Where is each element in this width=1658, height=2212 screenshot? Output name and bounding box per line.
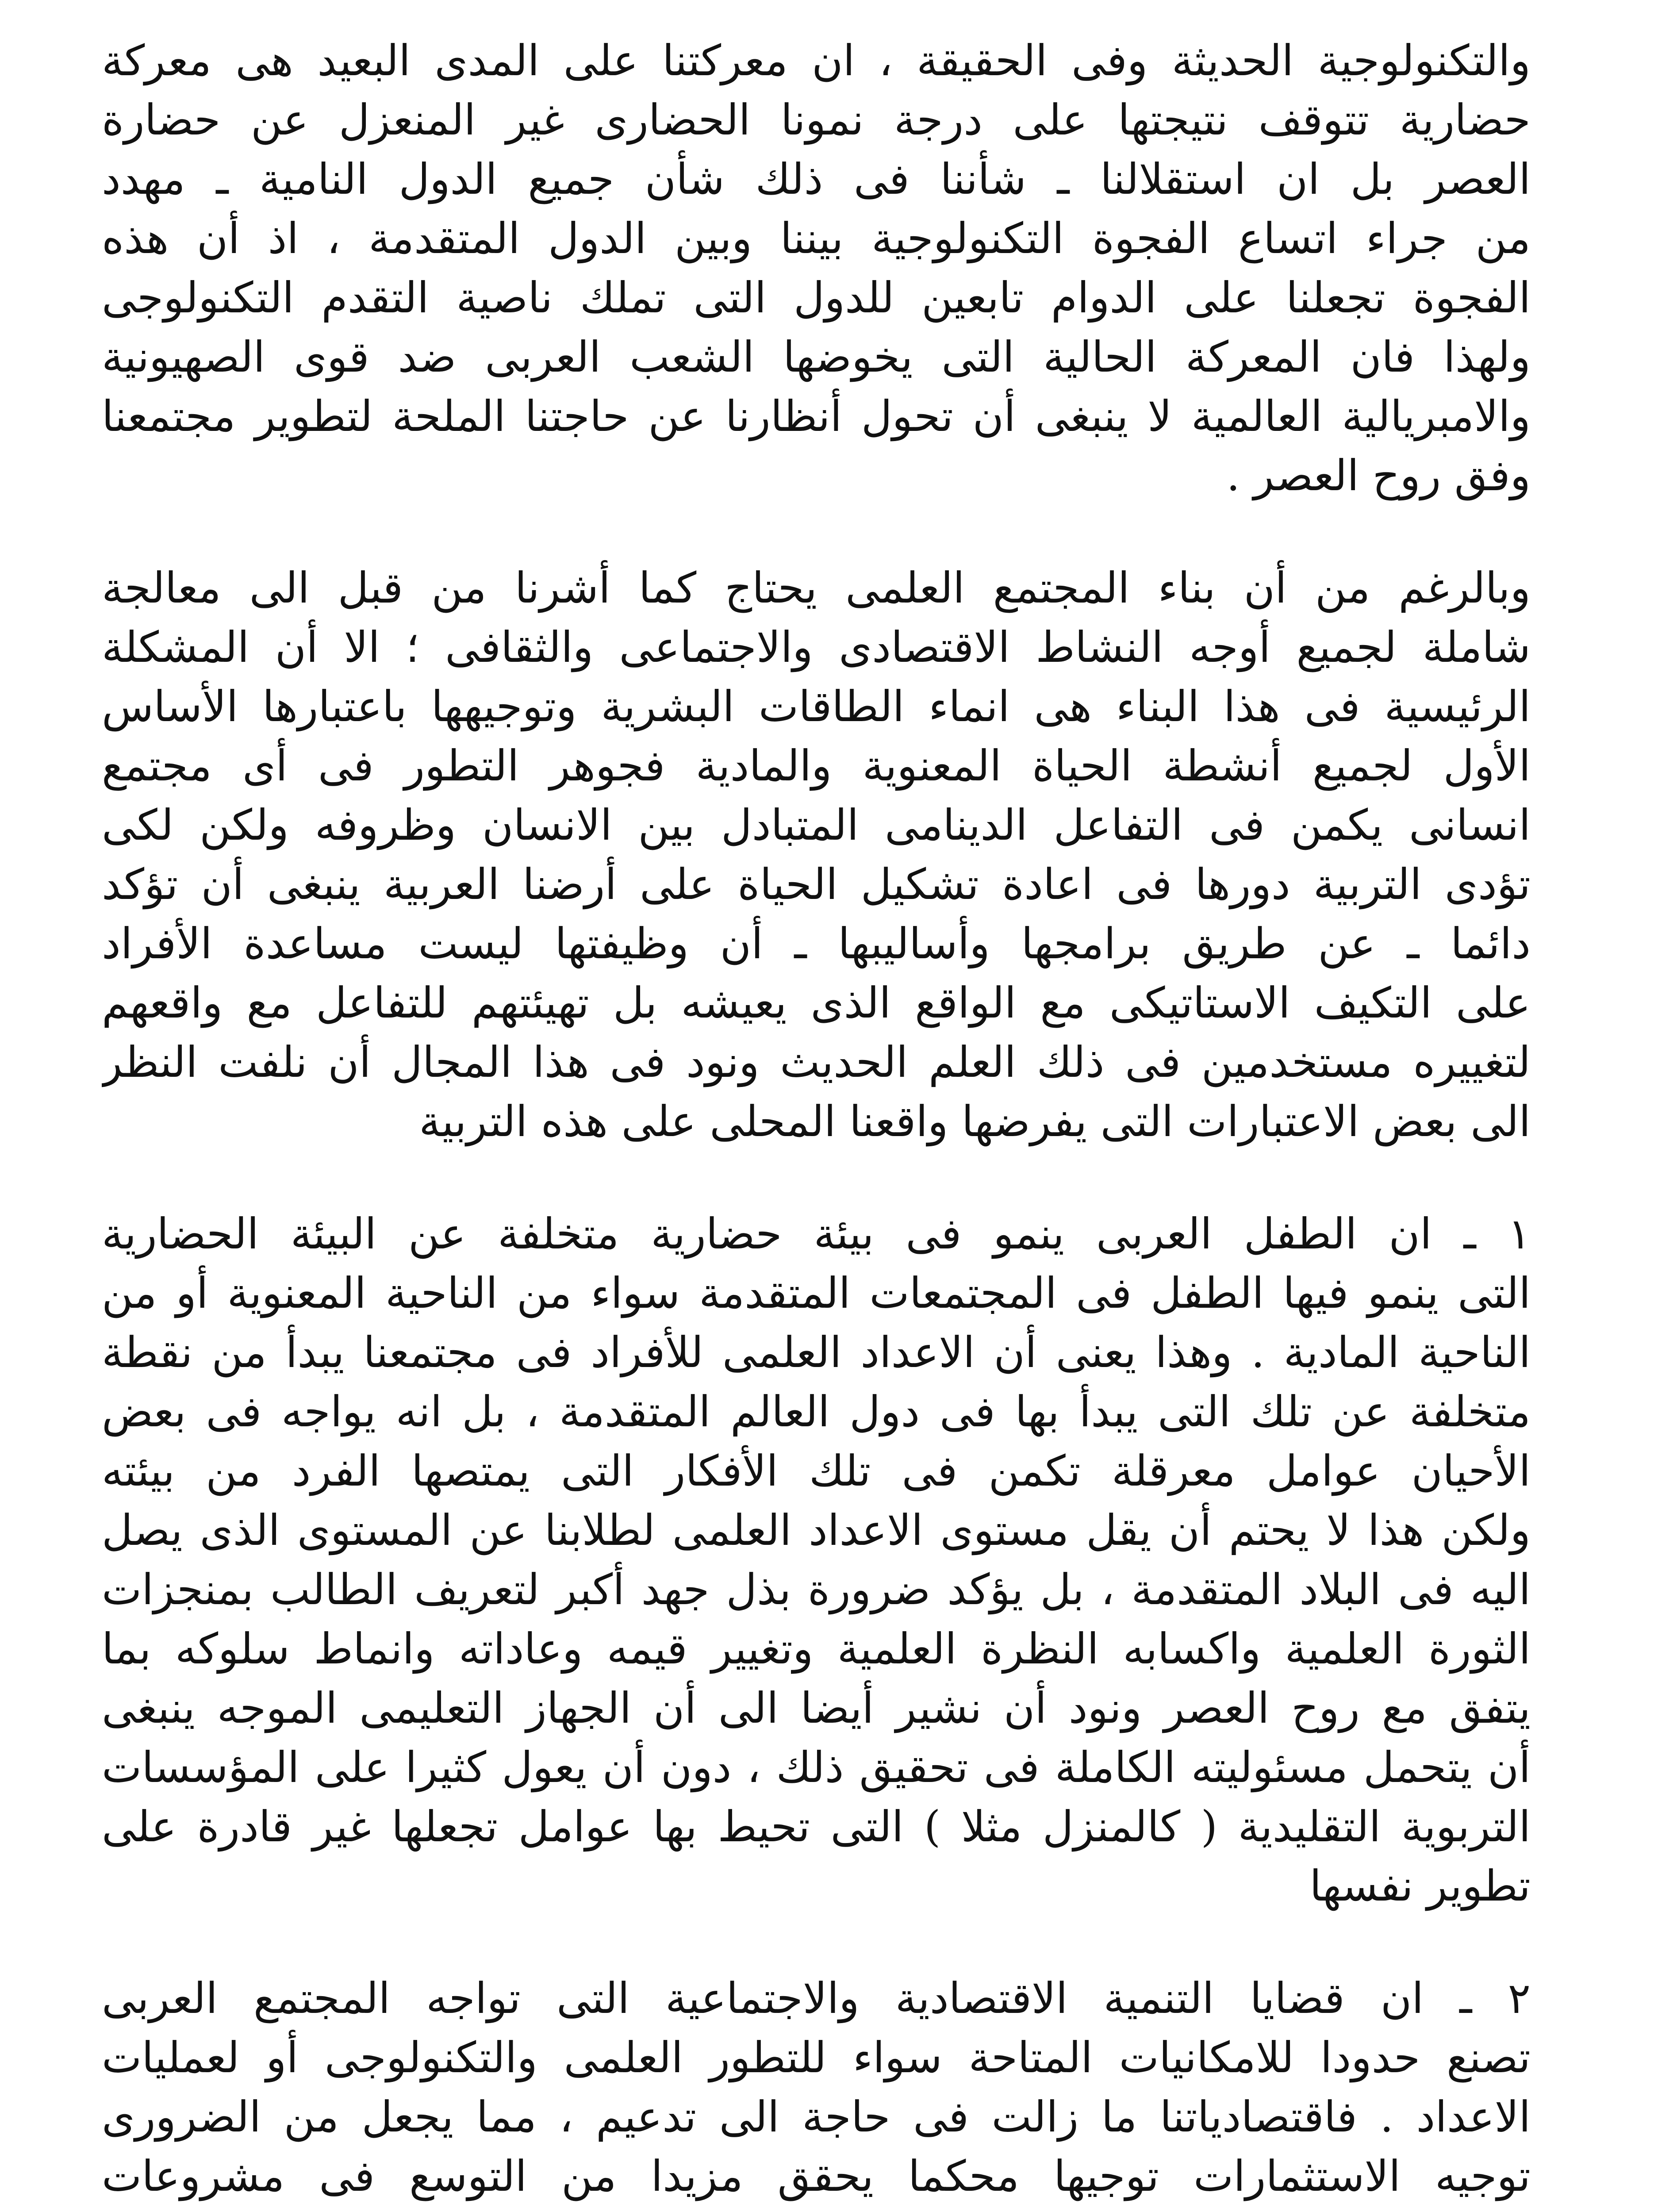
text-line: انسانى يكمن فى التفاعل الدينامى المتبادل بين الانسان وظروفه ولكن لكى: [102, 800, 1531, 850]
paragraph-3: [102, 1204, 1531, 1916]
text-line: من جراء اتساع الفجوة التكنولوجية بيننا وبين الدول المتقدمة ، اذ أن هذه: [102, 214, 1531, 263]
text-line: دائما ـ عن طريق برامجها وأساليبها ـ أن وظيفتها ليست مساعدة الأفراد: [102, 919, 1531, 968]
text-line: وبالرغم من أن بناء المجتمع العلمى يحتاج كما أشرنا من قبل الى معالجة: [102, 563, 1531, 613]
text-line: تطوير نفسها: [1309, 1861, 1531, 1911]
text-line: على التكيف الاستاتيكى مع الواقع الذى يعيشه بل تهيئتهم للتفاعل مع واقعهم: [102, 978, 1531, 1028]
text-line: الرئيسية فى هذا البناء هى انماء الطاقات البشرية وتوجيهها باعتبارها الأساس: [102, 682, 1531, 731]
text-line: يتفق مع روح العصر ونود أن نشير أيضا الى أن الجهاز التعليمى الموجه ينبغى: [102, 1683, 1531, 1733]
document-page: [102, 31, 1531, 2212]
paragraph-4: [102, 1969, 1531, 2206]
text-line: تصنع حدودا للامكانيات المتاحة سواء للتطور العلمى والتكنولوجى أو لعمليات: [102, 2033, 1531, 2082]
text-line: الأحيان عوامل معرقلة تكمن فى تلك الأفكار التى يمتصها الفرد من بيئته: [102, 1446, 1531, 1496]
text-line: شاملة لجميع أوجه النشاط الاقتصادى والاجتماعى والثقافى ؛ الا أن المشكلة: [102, 622, 1531, 672]
text-line: ولهذا فان المعركة الحالية التى يخوضها الشعب العربى ضد قوى الصهيونية: [102, 332, 1531, 382]
text-line: اليه فى البلاد المتقدمة ، بل يؤكد ضرورة بذل جهد أكبر لتعريف الطالب بمنجزات: [102, 1565, 1531, 1614]
text-line: الأول لجميع أنشطة الحياة المعنوية والمادية فجوهر التطور فى أى مجتمع: [102, 741, 1531, 791]
text-line: ١ ـ ان الطفل العربى ينمو فى بيئة حضارية متخلفة عن البيئة الحضارية: [102, 1209, 1531, 1259]
paragraph-2: [102, 558, 1531, 1151]
text-line: متخلفة عن تلك التى يبدأ بها فى دول العالم المتقدمة ، بل انه يواجه فى بعض: [102, 1387, 1531, 1436]
text-line: الفجوة تجعلنا على الدوام تابعين للدول التى تملك ناصية التقدم التكنولوجى: [102, 273, 1531, 323]
paragraph-1: [102, 31, 1531, 505]
text-line: التربوية التقليدية ( كالمنزل مثلا ) التى تحيط بها عوامل تجعلها غير قادرة على: [102, 1802, 1531, 1851]
text-line: الثورة العلمية واكسابه النظرة العلمية وتغيير قيمه وعاداته وانماط سلوكه بما: [102, 1624, 1531, 1674]
text-line: الى بعض الاعتبارات التى يفرضها واقعنا المحلى على هذه التربية: [419, 1097, 1531, 1146]
text-line: والتكنولوجية الحديثة وفى الحقيقة ، ان معركتنا على المدى البعيد هى معركة: [102, 36, 1531, 85]
text-line: لتغييره مستخدمين فى ذلك العلم الحديث ونود فى هذا المجال أن نلفت النظر: [102, 1037, 1531, 1087]
text-line: العصر بل ان استقلالنا ـ شأننا فى ذلك شأن جميع الدول النامية ـ مهدد: [102, 154, 1531, 204]
text-line: التى ينمو فيها الطفل فى المجتمعات المتقدمة سواء من الناحية المعنوية أو من: [102, 1268, 1531, 1318]
text-line: ٢ ـ ان قضايا التنمية الاقتصادية والاجتماعية التى تواجه المجتمع العربى: [102, 1974, 1531, 2023]
text-line: حضارية تتوقف نتيجتها على درجة نمونا الحضارى غير المنعزل عن حضارة: [102, 95, 1531, 145]
text-line: وفق روح العصر .: [1226, 451, 1531, 500]
text-line: الاعداد . فاقتصادياتنا ما زالت فى حاجة الى تدعيم ، مما يجعل من الضرورى: [102, 2092, 1531, 2142]
text-line: ولكن هذا لا يحتم أن يقل مستوى الاعداد العلمى لطلابنا عن المستوى الذى يصل: [102, 1505, 1531, 1555]
text-line: الناحية المادية . وهذا يعنى أن الاعداد العلمى للأفراد فى مجتمعنا يبدأ من نقطة: [102, 1328, 1531, 1377]
text-line: أن يتحمل مسئوليته الكاملة فى تحقيق ذلك ، دون أن يعول كثيرا على المؤسسات: [102, 1743, 1531, 1792]
text-line: توجيه الاستثمارات توجيها محكما يحقق مزيدا من التوسع فى مشروعات: [102, 2151, 1531, 2201]
text-line: تؤدى التربية دورها فى اعادة تشكيل الحياة على أرضنا العربية ينبغى أن تؤكد: [102, 860, 1531, 909]
text-line: والامبريالية العالمية لا ينبغى أن تحول أنظارنا عن حاجتنا الملحة لتطوير مجتمعنا: [102, 392, 1531, 441]
